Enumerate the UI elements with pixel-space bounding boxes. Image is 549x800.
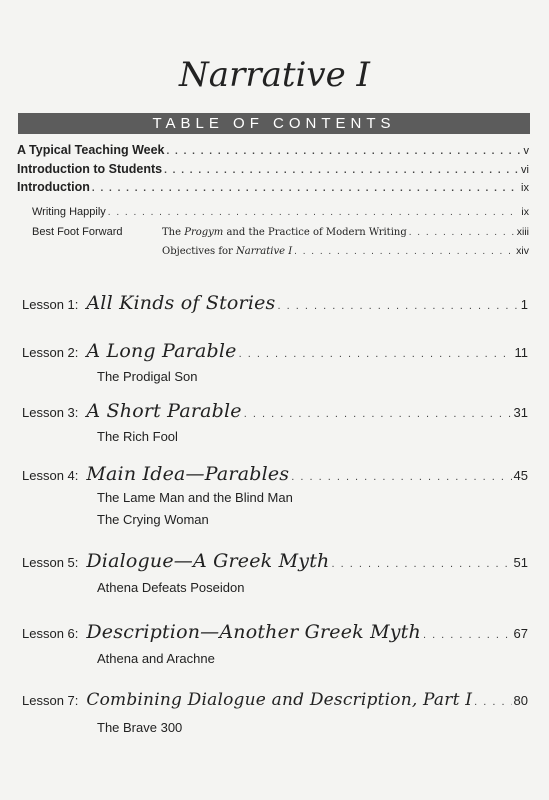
lesson-story: Athena Defeats Poseidon (97, 580, 245, 595)
page-number: 11 (514, 345, 528, 360)
dot-leader (244, 408, 512, 420)
toc-entry-best-foot-forward (32, 226, 529, 238)
page-number: ix (521, 206, 529, 218)
page-number: xiii (516, 226, 529, 238)
lesson-label: Lesson 4: (22, 468, 79, 483)
dot-leader (92, 183, 519, 194)
page-number: ix (521, 182, 529, 194)
lesson-title: Dialogue—A Greek Myth (86, 550, 330, 572)
lesson-story: The Brave 300 (97, 720, 183, 735)
toc-lesson-2 (22, 340, 528, 362)
page-number: 45 (513, 468, 528, 483)
entry-title: Best Foot Forward (32, 226, 123, 238)
lesson-title: Main Idea—Parables (86, 463, 290, 485)
dot-leader (239, 348, 513, 360)
toc-heading: TABLE OF CONTENTS (18, 113, 530, 134)
lesson-label: Lesson 7: (22, 693, 79, 708)
lesson-label: Lesson 2: (22, 345, 79, 360)
book-title: Narrative I (179, 55, 370, 95)
lesson-label: Lesson 3: (22, 405, 79, 420)
toc-entry-intro-students (17, 162, 529, 176)
entry-title: Writing Happily (32, 206, 106, 218)
dot-leader (409, 227, 515, 238)
dot-leader (167, 146, 522, 157)
lesson-story: The Prodigal Son (97, 369, 198, 384)
entry-italic: Progym (184, 227, 224, 238)
toc-lesson-3 (22, 400, 528, 422)
page-number: xiv (516, 245, 529, 257)
lesson-story: Athena and Arachne (97, 651, 215, 666)
toc-lesson-1 (22, 292, 528, 314)
toc-lesson-7 (22, 690, 528, 710)
lesson-title: A Short Parable (86, 400, 242, 422)
toc-lesson-4 (22, 463, 528, 485)
dot-leader (423, 629, 512, 641)
dot-leader (164, 165, 519, 176)
page-number: 51 (513, 555, 528, 570)
entry-text: The (162, 227, 185, 238)
toc-lesson-5 (22, 550, 528, 572)
entry-title: Introduction to Students (17, 162, 163, 176)
entry-title: A Typical Teaching Week (17, 143, 165, 157)
page-number: 1 (520, 297, 528, 312)
entry-progym (162, 227, 407, 238)
lesson-story: The Lame Man and the Blind Man (97, 490, 293, 505)
dot-leader (291, 471, 511, 483)
dot-leader (294, 246, 514, 257)
lesson-story: The Rich Fool (97, 429, 178, 444)
toc-entry-writing-happily (32, 206, 529, 218)
dot-leader (108, 207, 520, 218)
lesson-title: Description—Another Greek Myth (86, 621, 421, 643)
entry-text: Objectives for (162, 246, 236, 257)
page-number: 67 (513, 626, 528, 641)
lesson-story: The Crying Woman (97, 512, 209, 527)
toc-lesson-6 (22, 621, 528, 643)
toc-entry-introduction (17, 180, 529, 194)
page-number: vi (521, 164, 529, 176)
lesson-title: Combining Dialogue and Description, Part I (86, 690, 473, 710)
page-number: 80 (513, 693, 528, 708)
toc-entry-typical-week (17, 143, 529, 157)
lesson-label: Lesson 1: (22, 297, 79, 312)
dot-leader (278, 300, 519, 312)
page-number: v (523, 145, 529, 157)
page-number: 31 (513, 405, 528, 420)
entry-title: Introduction (17, 180, 90, 194)
entry-italic: Narrative I (236, 246, 293, 257)
lesson-label: Lesson 6: (22, 626, 79, 641)
toc-entry-objectives (162, 245, 529, 257)
entry-objectives (162, 246, 292, 257)
lesson-label: Lesson 5: (22, 555, 79, 570)
dot-leader (332, 558, 512, 570)
lesson-title: All Kinds of Stories (86, 292, 276, 314)
entry-text: and the Practice of Modern Writing (223, 227, 407, 238)
dot-leader (474, 696, 511, 708)
lesson-title: A Long Parable (86, 340, 237, 362)
